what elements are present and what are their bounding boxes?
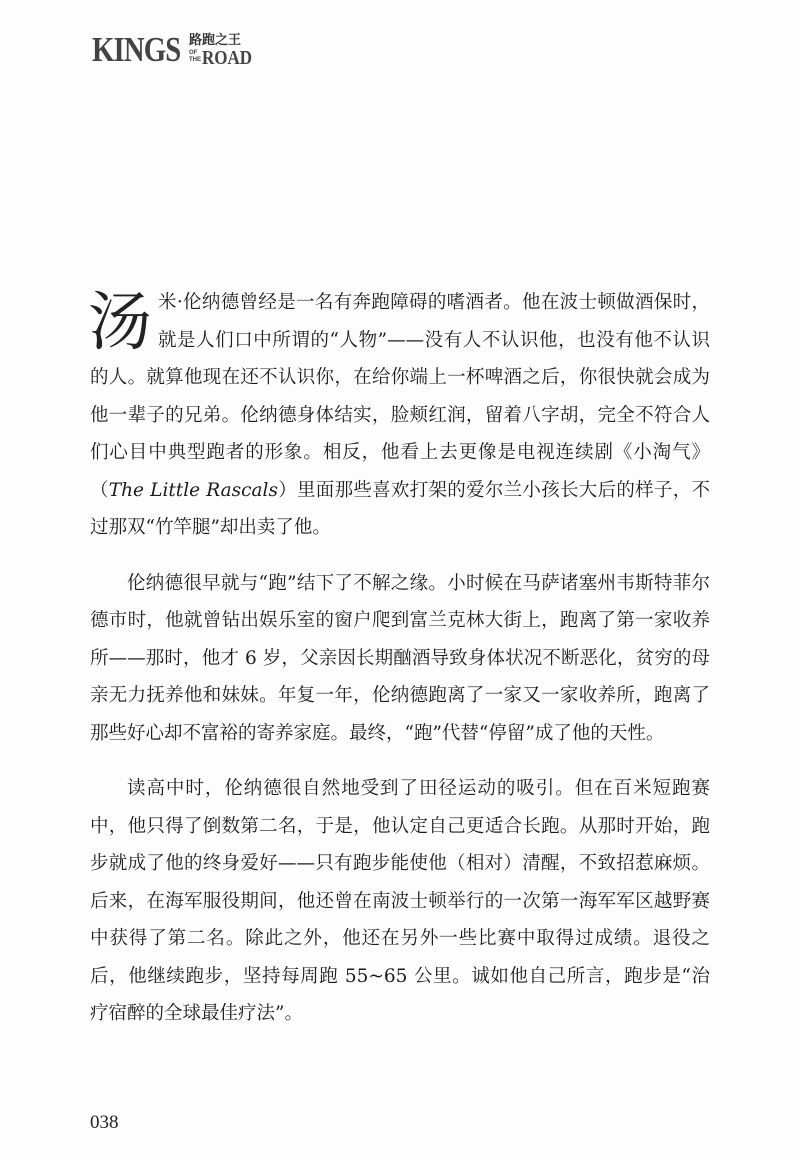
page-number: 038: [90, 1112, 119, 1133]
paragraph-2: 伦纳德很早就与“跑”结下了不解之缘。小时候在马萨诸塞州韦斯特菲尔德市时，他就曾钻出娱乐室的窗户爬到富兰克林大街上，跑离了第一家收养所——那时，他才 6 岁，父亲因长期酗酒导致身体状况不断恶化，贫穷的母亲无力抚养他和妹妹。年复一年，伦纳德跑离了一家又一家收养所，跑离了那些好心却不富裕的寄养家庭。最终，“跑”代替“停留”成了他的天性。: [90, 572, 710, 744]
brand-of-the: OF THE: [189, 50, 201, 63]
paragraph-3: 读高中时，伦纳德很自然地受到了田径运动的吸引。但在百米短跑赛中，他只得了倒数第二名，于是，他认定自己更适合长跑。从那时开始，跑步就成了他的终身爱好——只有跑步能使他（相对）清醒，不致招惹麻烦。后来，在海军服役期间，他还曾在南波士顿举行的一次第一海军军区越野赛中获得了第二名。除此之外，他还在另外一些比赛中取得过成绩。退役之后，他继续跑步，坚持每周跑 55~65 公里。诚如他自己所言，跑步是“治疗宿醉的全球最佳疗法”。: [90, 778, 710, 1024]
brand-chinese-title: 路跑之王: [189, 33, 242, 48]
paragraph-1-english-title: The Little Rascals: [108, 479, 278, 501]
paragraph-1: [90, 284, 710, 547]
drop-cap: 汤: [88, 286, 152, 360]
brand-kings: KINGS: [92, 30, 181, 69]
paragraph-1-text-a: 米·伦纳德曾经是一名有奔跑障碍的嗜酒者。他在波士顿做酒保时，就是人们口中所谓的“人物”——没有人不认识他，也没有他不认识的人。就算他现在还不认识你，在给你端上一杯啤酒之后，你很快就会成为他一辈子的兄弟。伦纳德身体结实，脸颊红润，留着八字胡，完全不符合人们心目中典型跑者的形象。相反，他看上去更像是电视连续剧《小淘气》（: [90, 292, 710, 501]
brand-road: ROAD: [202, 47, 253, 69]
body-text: [90, 284, 710, 1033]
paragraph-1-text-b: ）里面那些喜欢打架的爱尔兰小孩长大后的样子，不过那双“竹竿腿”却出卖了他。: [90, 479, 710, 538]
